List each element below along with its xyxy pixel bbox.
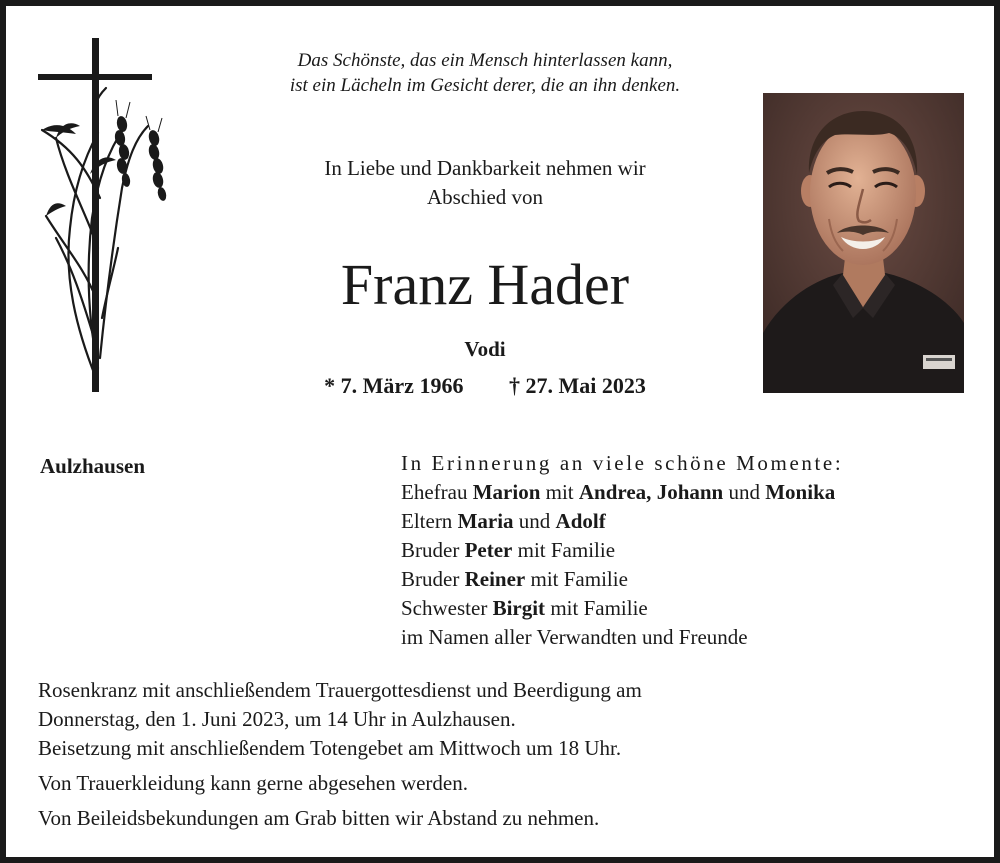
- father-name: Adolf: [555, 509, 606, 533]
- family-list: [401, 449, 981, 652]
- condolences-note: Von Beileidsbekundungen am Grab bitten wir Abstand zu nehmen.: [38, 806, 600, 830]
- service-notes: [38, 676, 968, 833]
- child-name: Monika: [765, 480, 836, 504]
- place-name: Aulzhausen: [40, 454, 146, 478]
- deceased-name: Franz Hader: [340, 252, 630, 317]
- motto-quote: [160, 48, 810, 98]
- service-line-2: Donnerstag, den 1. Juni 2023, um 14 Uhr in Aulzhausen.: [38, 707, 516, 731]
- child-name: Johann: [656, 480, 724, 504]
- brother-name: Reiner: [464, 567, 526, 591]
- wife-name: Marion: [472, 480, 541, 504]
- family-line-brother-1: Bruder Peter mit Familie: [401, 538, 616, 562]
- intro-line-1: In Liebe und Dankbarkeit nehmen wir: [324, 156, 646, 180]
- family-line-brother-2: Bruder Reiner mit Familie: [401, 567, 628, 591]
- birth-date: * 7. März 1966: [324, 373, 464, 398]
- life-dates: [200, 372, 770, 400]
- sister-name: Birgit: [492, 596, 546, 620]
- brother-name: Peter: [464, 538, 513, 562]
- child-name: Andrea,: [578, 480, 652, 504]
- motto-line-1: Das Schönste, das ein Mensch hinterlassen kann,: [297, 50, 673, 71]
- family-line-wife: Ehefrau Marion mit Andrea, Johann und Monika: [401, 480, 836, 504]
- family-line-sister: Schwester Birgit mit Familie: [401, 596, 648, 620]
- family-closing: im Namen aller Verwandten und Freunde: [401, 625, 748, 649]
- motto-line-2: ist ein Lächeln im Gesicht derer, die an ihn denken.: [289, 75, 681, 96]
- death-date: † 27. Mai 2023: [508, 373, 646, 398]
- family-heading: In Erinnerung an viele schöne Momente:: [401, 451, 844, 475]
- cross-with-wheat-icon: [36, 38, 176, 394]
- clothing-note: Von Trauerkleidung kann gerne abgesehen werden.: [38, 771, 468, 795]
- burial-note: Beisetzung mit anschließendem Totengebet am Mittwoch um 18 Uhr.: [38, 736, 622, 760]
- portrait-photo: [763, 93, 964, 393]
- farewell-intro: [210, 154, 760, 212]
- mother-name: Maria: [457, 509, 514, 533]
- deceased-nickname: Vodi: [464, 337, 506, 361]
- family-line-parents: Eltern Maria und Adolf: [401, 509, 606, 533]
- service-line-1: Rosenkranz mit anschließendem Trauergottesdienst und Beerdigung am: [38, 678, 642, 702]
- intro-line-2: Abschied von: [426, 185, 544, 209]
